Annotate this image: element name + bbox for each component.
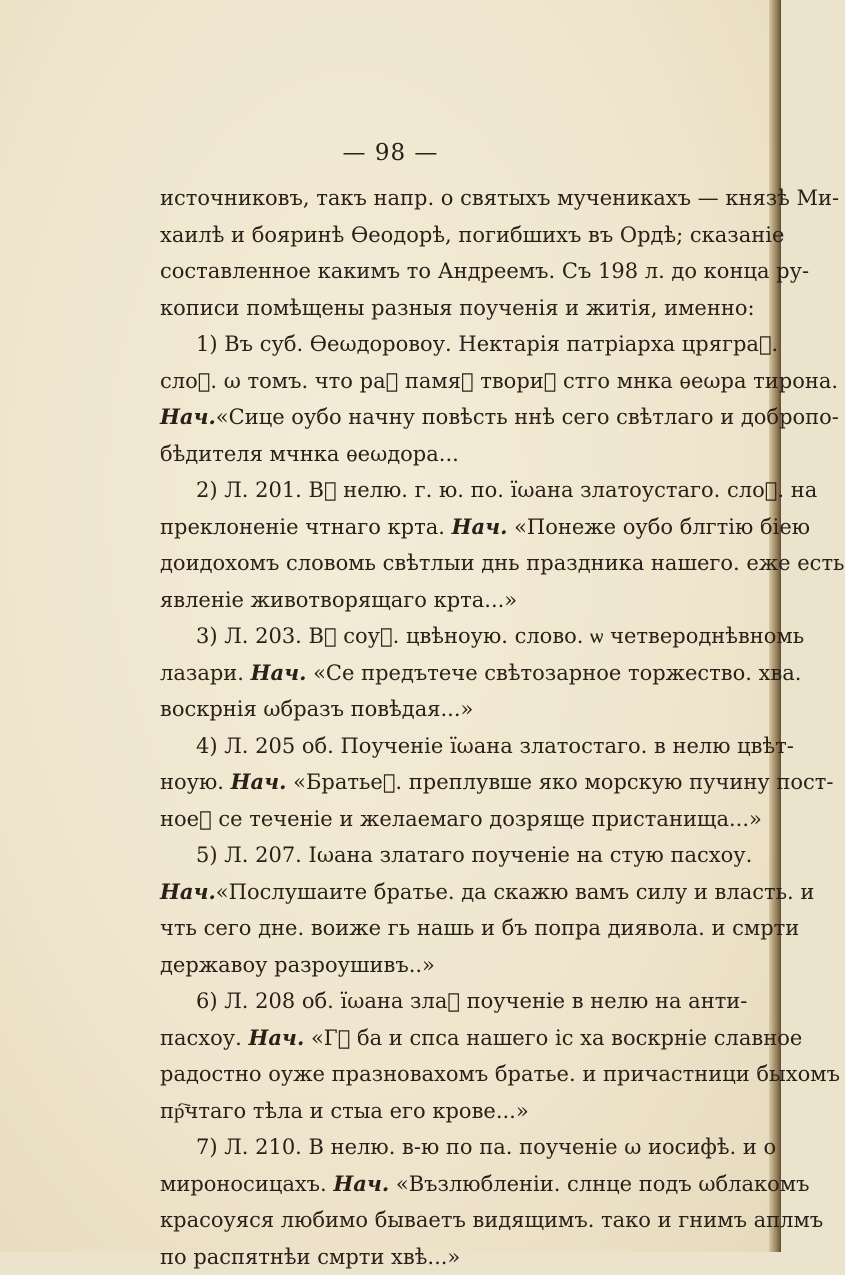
line-text: «Братьеⷷ. преплувше яко морскую пучину пост- <box>286 770 833 794</box>
text-line <box>160 728 696 765</box>
text-line <box>160 290 696 327</box>
page-number: — 98 — <box>0 140 781 166</box>
line-text: слоⷡ. ω томъ. что раⷣ памяⷮ твориⷨ стго мнка ѳеωра тирона. <box>160 369 838 393</box>
text-line <box>160 509 696 546</box>
line-text: 5) Л. 207. Іωана златаго поученіе на стую пасхоу. <box>196 843 752 867</box>
line-text: красоуяся любимо бываетъ видящимъ. тако и гнимъ аплмъ <box>160 1208 823 1232</box>
incipit-marker: Нач. <box>333 1171 389 1196</box>
text-line <box>160 947 696 984</box>
line-text: «Се предътече свѣтозарное торжество. хва. <box>306 661 801 685</box>
line-text: 3) Л. 203. Вⷧ соуⷠ. цвѣноую. слово. ѡ четвероднѣвномь <box>196 624 804 648</box>
line-text: кописи помѣщены разныя поученія и житія, именно: <box>160 296 755 320</box>
text-line <box>160 217 696 254</box>
line-text: воскрнія ωбразъ повѣдая...» <box>160 697 473 721</box>
text-line <box>160 1129 696 1166</box>
line-text: источниковъ, такъ напр. о святыхъ мученикахъ — князѣ Ми- <box>160 186 839 210</box>
line-text: ноеⷷ се теченіе и желаемаго дозряще пристанища...» <box>160 807 762 831</box>
text-line <box>160 837 696 874</box>
line-text: «Възлюбленіи. слнце подъ ωблакомъ <box>389 1172 809 1196</box>
incipit-marker: Нач. <box>160 404 216 429</box>
text-line <box>160 1166 696 1203</box>
text-line <box>160 436 696 473</box>
text-line <box>160 582 696 619</box>
line-text: преклоненіе чтнаго крта. <box>160 515 452 539</box>
text-line <box>160 764 696 801</box>
text-line <box>160 801 696 838</box>
line-text: явленіе животворящаго крта...» <box>160 588 517 612</box>
text-line <box>160 874 696 911</box>
line-text: бѣдителя мчнка ѳеωдора... <box>160 442 459 466</box>
line-text: ноую. <box>160 770 231 794</box>
text-line <box>160 691 696 728</box>
text-line <box>160 472 696 509</box>
text-line <box>160 253 696 290</box>
text-line <box>160 1056 696 1093</box>
incipit-marker: Нач. <box>452 514 508 539</box>
text-line <box>160 326 696 363</box>
text-line <box>160 1239 696 1275</box>
incipit-marker: Нач. <box>231 769 287 794</box>
text-line <box>160 655 696 692</box>
line-text: мироносицахъ. <box>160 1172 333 1196</box>
text-line <box>160 618 696 655</box>
incipit-marker: Нач. <box>160 879 216 904</box>
text-line <box>160 1093 696 1130</box>
line-text: «Гⷭ ба и спса нашего іс ха воскрніе славное <box>304 1026 802 1050</box>
text-line <box>160 983 696 1020</box>
line-text: державоу разроушивъ..» <box>160 953 435 977</box>
line-text: «Понеже оубо блгтію біею <box>507 515 810 539</box>
line-text: 2) Л. 201. Вⷧ нелю. г. ю. по. їωана златоустаго. слоⷡ. на <box>196 478 817 502</box>
line-text: доидохомъ словомь свѣтлыи днь праздника нашего. еже есть <box>160 551 845 575</box>
line-text: чть сего дне. воиже гь нашь и бъ попра диявола. и смрти <box>160 916 799 940</box>
incipit-marker: Нач. <box>248 1025 304 1050</box>
body-text <box>160 180 696 1275</box>
line-text: радостно оуже празновахомъ братье. и причастници быхомъ <box>160 1062 840 1086</box>
line-text: 7) Л. 210. В нелю. в-ю по па. поученіе ω иосифѣ. и о <box>196 1135 776 1159</box>
line-text: 6) Л. 208 об. їωана злаⷹ поученіе в нелю на анти- <box>196 989 747 1013</box>
line-text: по распятнѣи смрти хвѣ...» <box>160 1245 460 1269</box>
incipit-marker: Нач. <box>251 660 307 685</box>
line-text: 4) Л. 205 об. Поученіе їωана златостаго. в нелю цвѣт- <box>196 734 794 758</box>
line-text: пасхоу. <box>160 1026 248 1050</box>
text-line <box>160 180 696 217</box>
text-line <box>160 363 696 400</box>
text-line <box>160 1020 696 1057</box>
text-line <box>160 910 696 947</box>
line-text: хаилѣ и бояринѣ Ѳеодорѣ, погибшихъ въ Ордѣ; сказаніе <box>160 223 784 247</box>
text-line <box>160 1202 696 1239</box>
line-text: «Сице оубо начну повѣсть ннѣ сего свѣтлаго и добропо- <box>216 405 839 429</box>
text-line <box>160 399 696 436</box>
line-text: лазари. <box>160 661 251 685</box>
line-text: «Послушаите братье. да скажю вамъ силу и власть. и <box>216 880 815 904</box>
line-text: составленное какимъ то Андреемъ. Съ 198 л. до конца ру- <box>160 259 809 283</box>
line-text: пр҇чтаго тѣла и стыа его крове...» <box>160 1099 529 1123</box>
text-line <box>160 545 696 582</box>
line-text: 1) Въ суб. Ѳеωдоровоу. Нектарія патріарха цряграⷣ. <box>196 332 778 356</box>
